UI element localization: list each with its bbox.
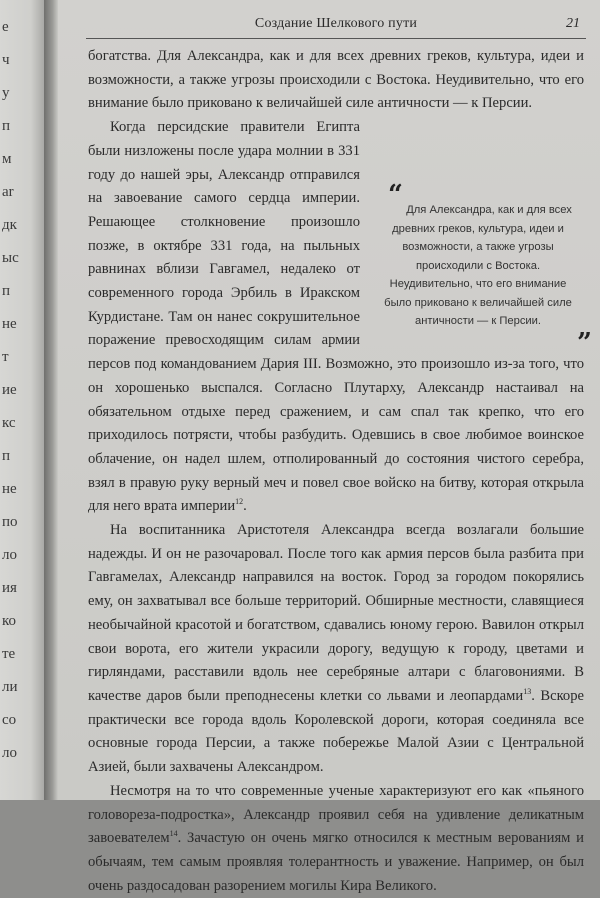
facing-page-fragment: кс <box>2 415 16 431</box>
facing-page-fragment: ия <box>2 580 17 596</box>
paragraph: “ Для Александра, как и для всех древних греков, культура, идеи и возможности, а также угрозы происходили с Востока. Неудивительно, что его внимание было приковано к величайшей силе античности — к Персии. ” Когда персидские правители Египта были низложены после удара молнии в 331 году до нашей эры, Александр отправился на завоевание самого сердца империи. Решающее столкновение произошло позже, в октябре 331 года, на пыльных равнинах вблизи Гавгамел, недалеко от современного города Эрбиль в Иракском Курдистане. Там он нанес сокрушительное поражение превосходящим силам армии персов под командованием Дария III. Возможно, это произошло из-за того, что он хорошенько выспался. Согласно Плутарху, Александр настаивал на обязательном отдыхе перед сражением, и сам спал так крепко, что его приходилось потрясти, чтобы разбудить. Одевшись в свое любимое воинское облачение, он надел шлем, отполированный до состояния чистого серебра, взял в правую руку верный меч и повел свое войско на битву, которая открыла для него врата империи$^{12}$. <box>88 119 592 515</box>
facing-page-fragment: т <box>2 349 9 365</box>
facing-page-fragment: ие <box>2 382 17 398</box>
facing-page-fragment: ar <box>2 184 14 200</box>
facing-page-fragment: со <box>2 712 17 728</box>
quote-close-icon: ” <box>577 327 592 358</box>
facing-page-fragment: ло <box>2 745 17 761</box>
facing-page-fragment: ли <box>2 679 18 695</box>
facing-page-fragment: e <box>2 19 9 35</box>
book-gutter <box>44 0 58 800</box>
paragraph: На воспитанника Аристотеля Александра всегда возлагали большие надежды. И он не разочаровал. После того как армия персов была разбита при Гавгамелах, Александр направился на восток. Город за городом покорялись ему, он захватывал все больше территорий. Обширные местности, славящиеся необычайной красотой и богатством, сдавались юному герою. Вавилон открыл свои ворота, его жители украсили дорогу, ведущую к городу, цветами и гирляндами, расставили вдоль нее серебряные алтари с благовониями. В качестве даров были преподнесены клетки со львами и леопардами$^{13}$. Вскоре практически все города вдоль Королевской дороги, которая соединяла все основные города Персии, а также побережье Малой Азии с Центральной Азией, были захвачены Александром. <box>88 522 584 776</box>
facing-page-fragment: ч <box>2 52 10 68</box>
facing-page-fragment: м <box>2 151 12 167</box>
running-head: Создание Шелкового пути <box>254 16 418 31</box>
facing-page-fragment: п <box>2 448 11 464</box>
paragraph: богатства. Для Александра, как и для всех древних греков, культура, идеи и возможности, а также угрозы происходили с Востока. Неудивительно, что его внимание было приковано к величайшей силе античности — к Персии. <box>88 48 584 112</box>
quote-open-icon: “ <box>388 180 403 211</box>
facing-page-fragment: ло <box>2 547 17 563</box>
footnote-ref: 14 <box>169 829 178 839</box>
pull-quote-text: Для Александра, как и для всех древних греков, культура, идеи и возможности, а также угрозы происходили с Востока. Неудивительно, что его внимание было приковано к величайшей силе античности — к Персии. <box>384 204 572 328</box>
facing-page-fragment: у <box>2 85 10 101</box>
facing-page-fragment: п <box>2 283 11 299</box>
facing-page-edge <box>0 0 44 800</box>
facing-page-fragment: ыс <box>2 250 19 266</box>
facing-page-fragment: дк <box>2 217 17 233</box>
paragraph: Несмотря на то что современные ученые характеризуют его как «пьяного головореза-подростка», Александр проявил себя на удивление деликатным завоевателем$^{14}$. Зачастую он очень мягко относился к местным верованиям и обычаям, тем самым проявляя толерантность и уважение. Например, он был очень раздосадован разорением могилы Кира Великого. <box>88 782 584 894</box>
facing-page-fragment: не <box>2 316 17 332</box>
facing-page-fragment: по <box>2 514 18 530</box>
facing-page-fragment: те <box>2 646 16 662</box>
footnote-ref: 13 <box>523 687 532 697</box>
pull-quote <box>372 180 592 358</box>
book-page <box>58 0 600 894</box>
page-header <box>86 16 586 39</box>
facing-page-fragment: не <box>2 481 17 497</box>
page-number: 21 <box>566 16 580 31</box>
facing-page-fragment: ко <box>2 613 17 629</box>
body-text <box>88 45 592 898</box>
footnote-ref: 12 <box>235 497 244 507</box>
facing-page-fragment: п <box>2 118 11 134</box>
